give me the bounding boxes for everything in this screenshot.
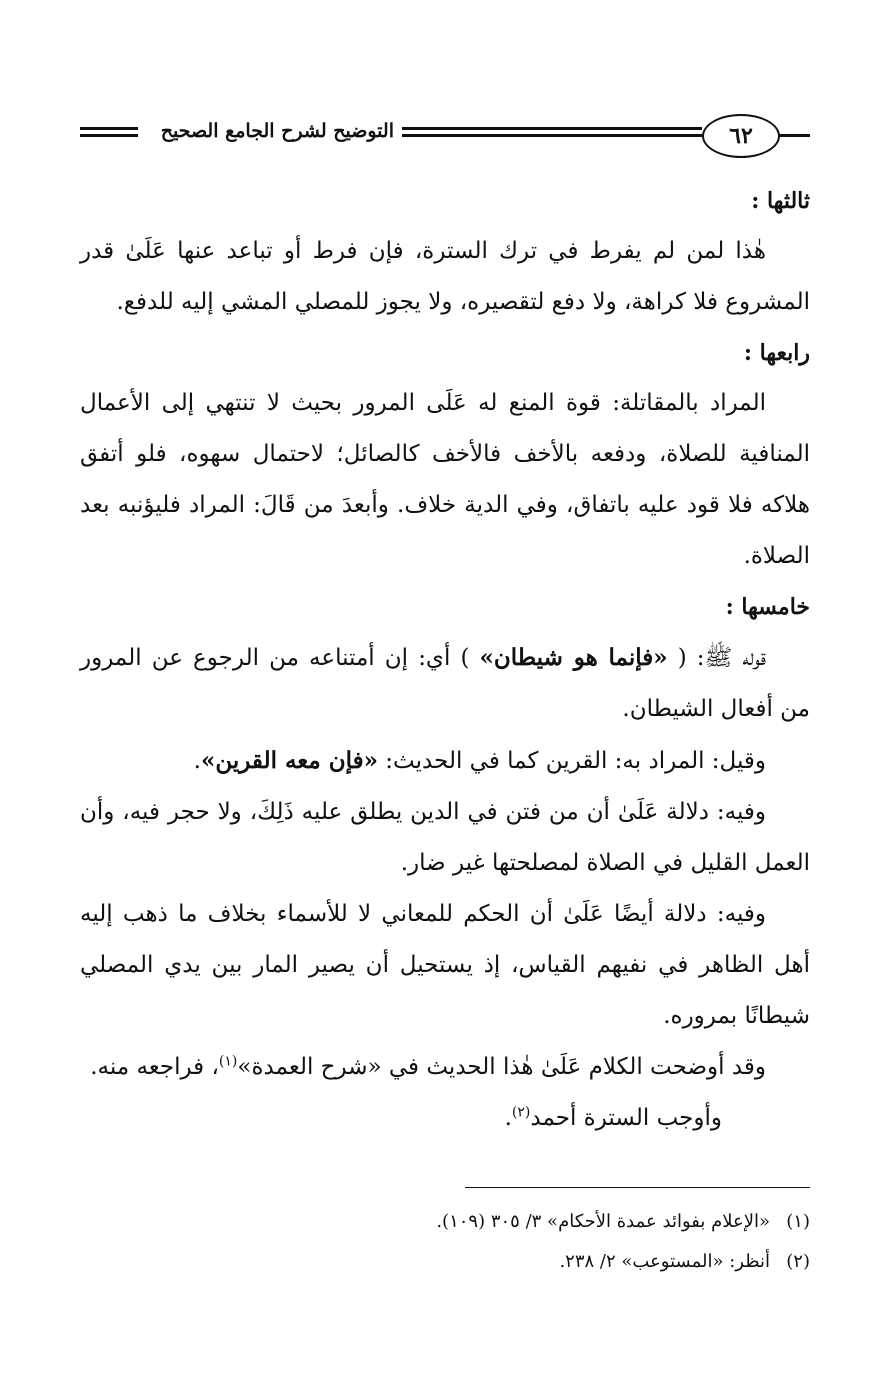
paragraph: وفيه: دلالة أيضًا عَلَىٰ أن الحكم للمعاني لا للأسماء بخلاف ما ذهب إليه أهل الظاهر في نفيهم القياس، إذ يستحيل أن يصير المار بين يدي المصلي شيطانًا بمروره. bbox=[80, 901, 810, 1029]
footnote-text: أنظر: «المستوعب» ٢/ ٢٣٨. bbox=[559, 1251, 770, 1272]
text-span: وقد أوضحت الكلام عَلَىٰ هٰذا الحديث في «شرح العمدة» bbox=[237, 1054, 766, 1080]
footnote-separator bbox=[465, 1187, 810, 1188]
footnote-ref[interactable]: (١) bbox=[218, 1053, 238, 1070]
book-page bbox=[80, 0, 810, 1383]
header-rule-right bbox=[402, 127, 702, 141]
paragraph: وفيه: دلالة عَلَىٰ أن من فتن في الدين يطلق عليه ذَلِكَ، ولا حجر فيه، وأن العمل القليل في الصلاة لمصلحتها غير ضار. bbox=[80, 799, 810, 876]
section-heading-third: ثالثها : bbox=[751, 188, 810, 214]
text-span: وقيل: المراد به: القرين كما في الحديث: bbox=[378, 748, 766, 774]
footnote-text: «الإعلام بفوائد عمدة الأحكام» ٣/ ٣٠٥ (١٠٩). bbox=[436, 1211, 770, 1232]
text-span: ، فراجعه منه. bbox=[90, 1054, 219, 1080]
page-number-ornament bbox=[776, 134, 810, 137]
footnote bbox=[80, 1202, 810, 1242]
hadith-quote: «فإن معه القرين» bbox=[200, 747, 378, 774]
running-header bbox=[80, 112, 810, 158]
paragraph bbox=[80, 735, 810, 787]
page-number: ٦٢ bbox=[702, 114, 780, 158]
footnote-ref[interactable]: (٢) bbox=[511, 1104, 531, 1121]
text-span: قوله ﷺ: ( bbox=[667, 645, 766, 671]
text-span: ) أي: إن أمتناعه من الرجوع عن المرور من أفعال الشيطان. bbox=[80, 645, 810, 722]
paragraph bbox=[80, 632, 810, 735]
section-heading-fourth: رابعها : bbox=[743, 340, 810, 366]
footnote bbox=[80, 1242, 810, 1282]
text-span: . bbox=[193, 748, 201, 774]
paragraph: هٰذا لمن لم يفرط في ترك السترة، فإن فرط أو تباعد عنها عَلَىٰ قدر المشروع فلا كراهة، ولا دفع لتقصيره، ولا يجوز للمصلي المشي إليه للدفع. bbox=[80, 238, 810, 315]
paragraph bbox=[80, 1093, 810, 1144]
footnote-number: (١) bbox=[786, 1211, 810, 1232]
text-span: . bbox=[504, 1105, 512, 1131]
footnotes bbox=[80, 1202, 810, 1282]
paragraph bbox=[80, 1042, 810, 1093]
text-span: وأوجب السترة أحمد bbox=[530, 1105, 722, 1131]
running-title: التوضيح لشرح الجامع الصحيح bbox=[160, 120, 394, 142]
footnote-number: (٢) bbox=[786, 1251, 810, 1272]
paragraph: المراد بالمقاتلة: قوة المنع له عَلَى المرور بحيث لا تنتهي إلى الأعمال المنافية للصلاة، ودفعه بالأخف فالأخف كالصائل؛ لاحتمال سهوه، فلو أتفق هلاكه فلا قود عليه باتفاق، وفي الدية خلاف. وأبعدَ من قَالَ: المراد فليؤنبه بعد الصلاة. bbox=[80, 390, 810, 569]
main-text bbox=[80, 176, 810, 1144]
section-heading-fifth: خامسها : bbox=[725, 594, 810, 620]
header-rule-left bbox=[80, 127, 138, 141]
hadith-quote: «فإنما هو شيطان» bbox=[479, 644, 668, 671]
